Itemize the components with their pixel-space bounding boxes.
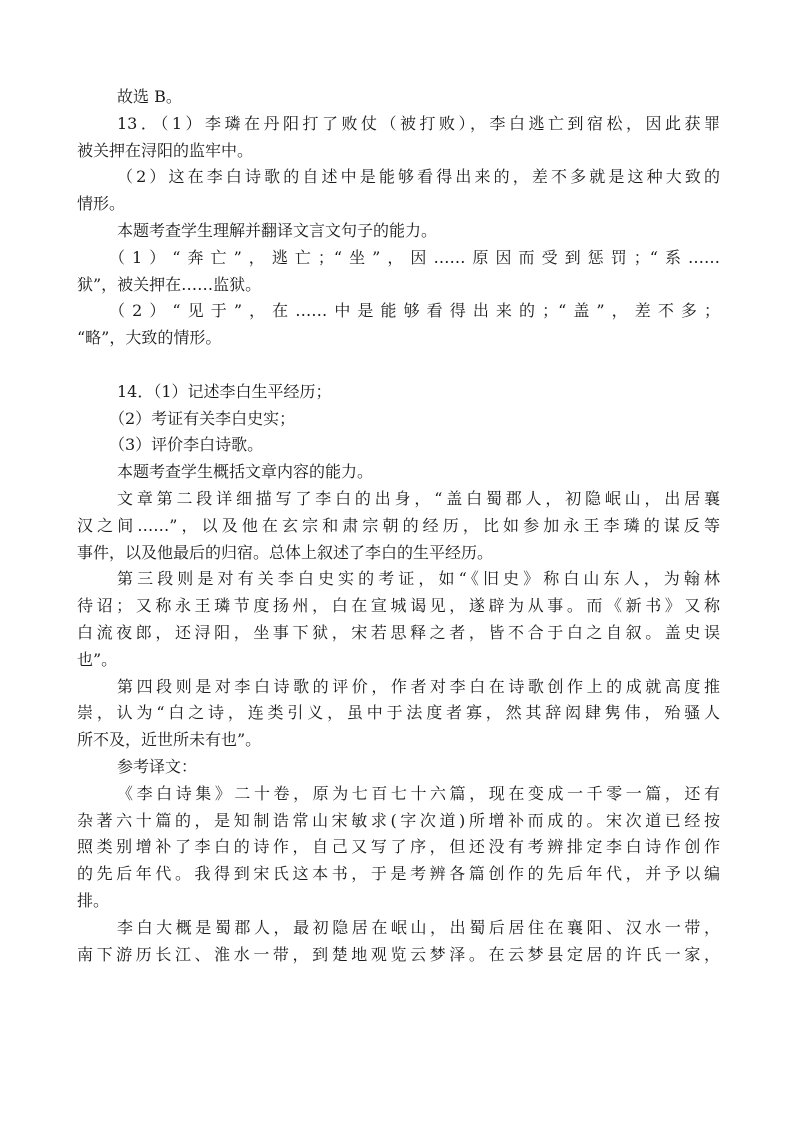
text-line: 文章第二段详细描写了李白的出身，“盖白蜀郡人，初隐岷山，出居襄 bbox=[117, 488, 720, 508]
text-line: 事件，以及他最后的归宿。总体上叙述了李白的生平经历。 bbox=[77, 542, 494, 562]
text-line: 李白大概是蜀郡人，最初隐居在岷山，出蜀后居住在襄阳、汉水一带， bbox=[117, 917, 720, 937]
text-line: 待诏；又称永王璘节度扬州，白在宣城谒见，遂辟为从事。而《新书》又称 bbox=[77, 596, 720, 616]
text-line: （3）评价李白诗歌。 bbox=[109, 435, 264, 455]
text-line: 所不及，近世所未有也”。 bbox=[77, 730, 262, 750]
text-line: 狱”，被关押在……监狱。 bbox=[77, 274, 262, 294]
text-line: “略”，大致的情形。 bbox=[77, 328, 222, 348]
text-line: 白流夜郎，还浔阳，坐事下狱，宋若思释之者，皆不合于白之自叙。盖史误 bbox=[77, 622, 720, 642]
text-line: 14．（1）记述李白生平经历； bbox=[117, 381, 332, 401]
text-line: 被关押在浔阳的监牢中。 bbox=[77, 140, 254, 160]
text-line: 照类别增补了李白的诗作，自己又写了序，但还没有考辨排定李白诗作创作 bbox=[77, 837, 720, 857]
text-line: （2）这在李白诗歌的自述中是能够看得出来的，差不多就是这种大致的 bbox=[117, 167, 720, 187]
text-line: 第三段则是对有关李白史实的考证，如“《旧史》称白山东人，为翰林 bbox=[117, 569, 720, 589]
text-line: 本题考查学生理解并翻译文言文句子的能力。 bbox=[117, 220, 438, 240]
text-line: 汉之间……”，以及他在玄宗和肃宗朝的经历，比如参加永王李璘的谋反等 bbox=[77, 515, 720, 535]
text-line: （2）“见于”，在……中是能够看得出来的；“盖”，差不多； bbox=[109, 301, 720, 321]
text-line: 杂著六十篇的，是知制诰常山宋敏求(字次道)所增补而成的。宋次道已经按 bbox=[77, 810, 720, 830]
document-page bbox=[77, 84, 720, 968]
text-line: 参考译文： bbox=[117, 756, 198, 776]
text-line: 也”。 bbox=[77, 649, 118, 669]
text-line: 情形。 bbox=[77, 194, 126, 214]
text-line: 13．（1）李璘在丹阳打了败仗（被打败），李白逃亡到宿松，因此获罪 bbox=[117, 113, 720, 133]
text-line: 崇，认为“白之诗，连类引义，虽中于法度者寡，然其辞闳肆隽伟，殆骚人 bbox=[77, 703, 720, 723]
blank-line bbox=[77, 352, 720, 379]
text-line: （2）考证有关李白史实； bbox=[109, 408, 296, 428]
text-line: 《李白诗集》二十卷，原为七百七十六篇，现在变成一千零一篇，还有 bbox=[117, 783, 720, 803]
text-line: 南下游历长江、淮水一带，到楚地观览云梦泽。在云梦县定居的许氏一家， bbox=[77, 944, 720, 964]
text-line: （1）“奔亡”，逃亡；“坐”，因……原因而受到惩罚；“系…… bbox=[109, 247, 720, 267]
text-line: 本题考查学生概括文章内容的能力。 bbox=[117, 462, 374, 482]
text-line: 的先后年代。我得到宋氏这本书，于是考辨各篇创作的先后年代，并予以编 bbox=[77, 864, 720, 884]
text-line: 故选 B。 bbox=[117, 87, 182, 106]
text-line: 排。 bbox=[77, 890, 110, 910]
text-line: 第四段则是对李白诗歌的评价，作者对李白在诗歌创作上的成就高度推 bbox=[117, 676, 720, 696]
